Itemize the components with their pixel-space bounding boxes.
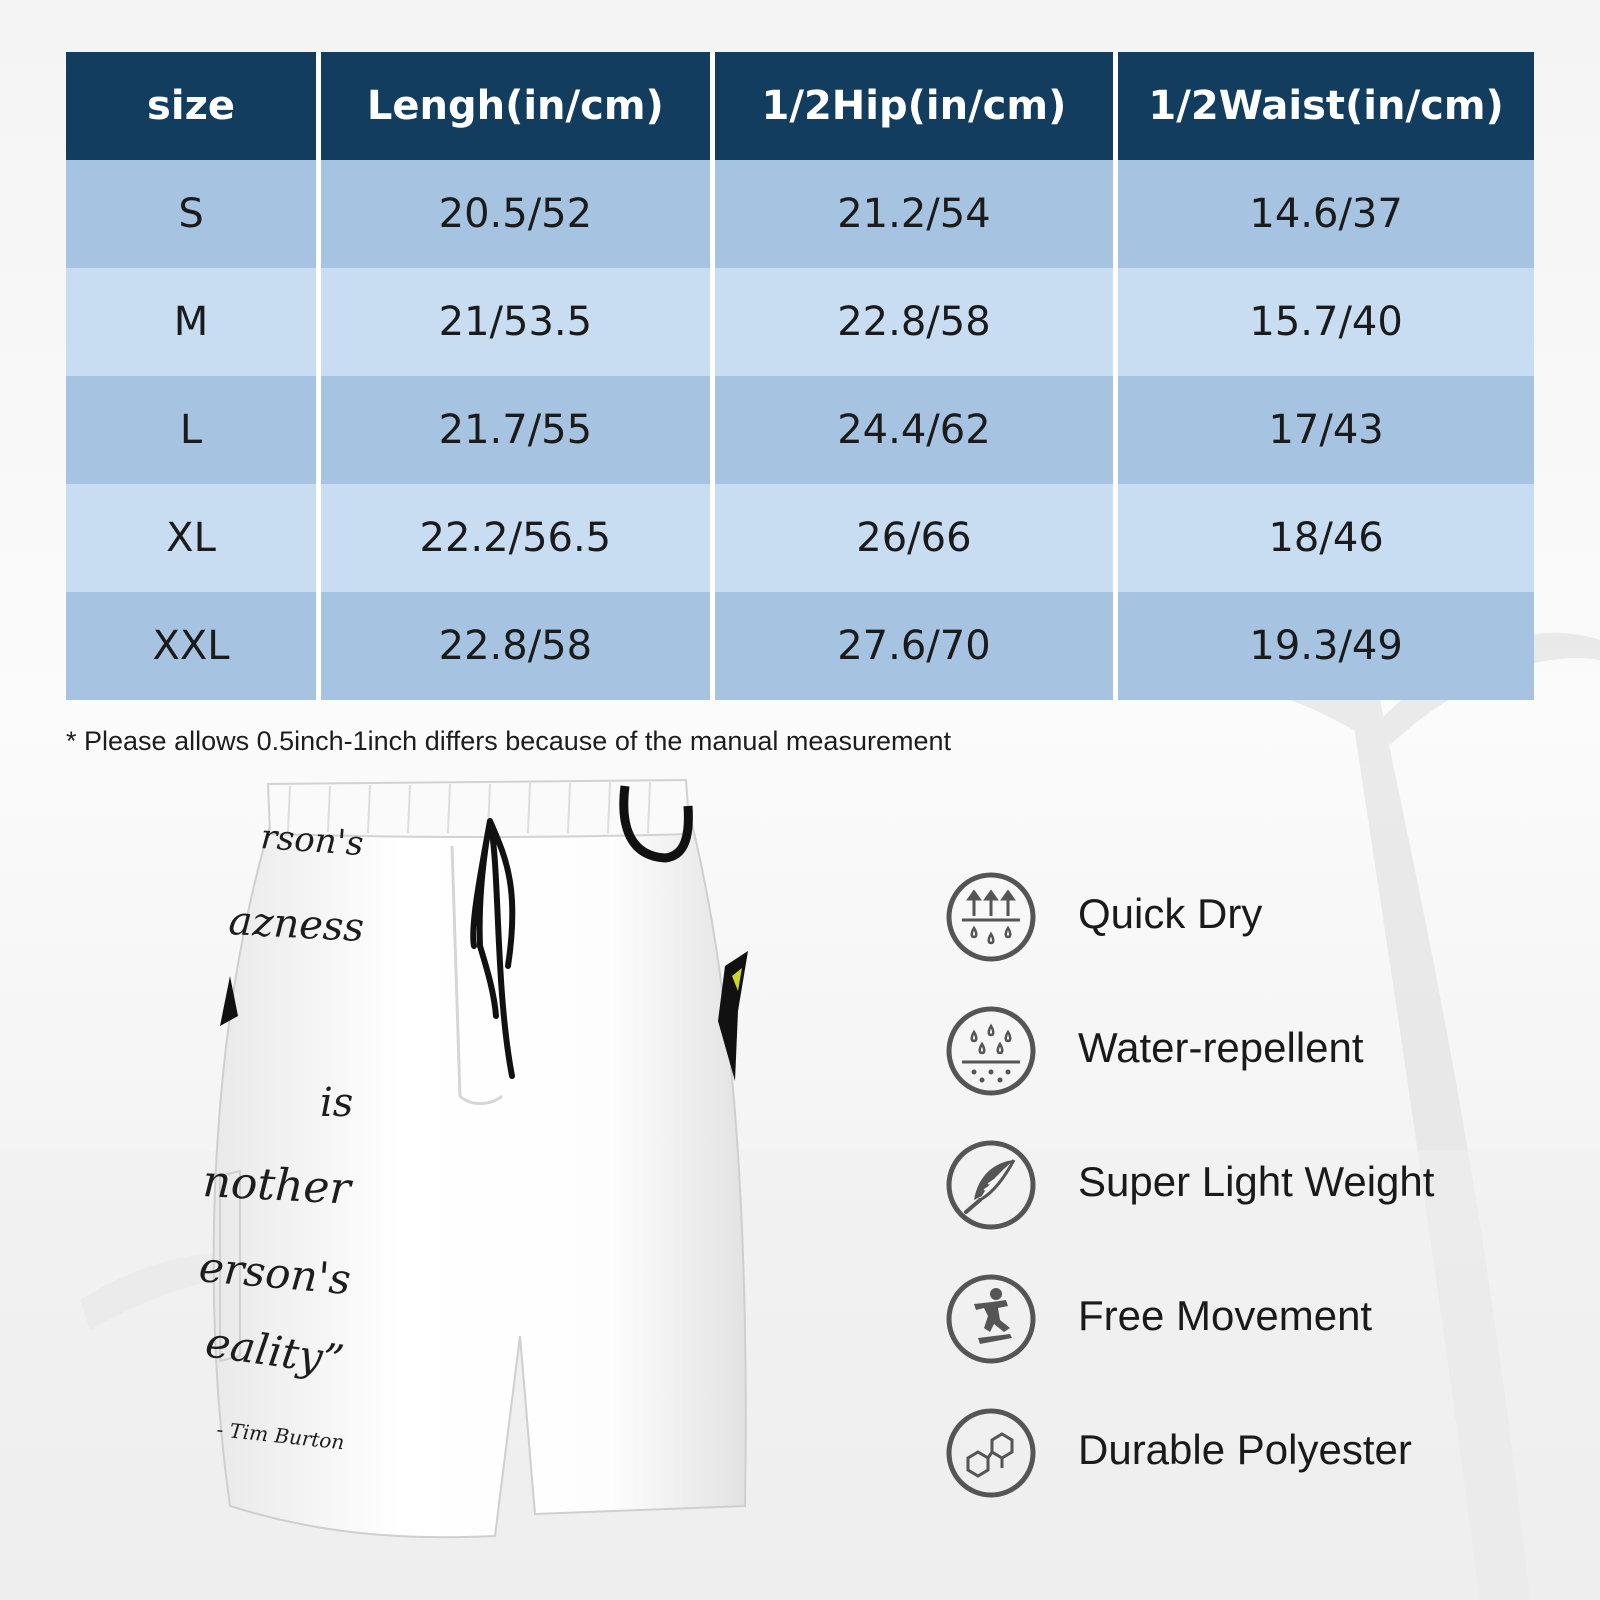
print-line-5: erson's [197, 1242, 353, 1305]
print-line-4: nother [201, 1156, 352, 1215]
size-chart-table [66, 52, 1534, 700]
cell-length: 21/53.5 [321, 268, 715, 376]
cell-half-waist: 19.3/49 [1118, 592, 1534, 700]
cell-half-waist: 15.7/40 [1118, 268, 1534, 376]
print-line-2: azness [227, 898, 366, 952]
cell-half-waist: 18/46 [1118, 484, 1534, 592]
shorts-product-image [190, 776, 790, 1576]
size-chart-header-row [66, 52, 1534, 160]
header-length: Lengh(in/cm) [321, 52, 715, 160]
cell-size: XL [66, 484, 321, 592]
feature-free-movement [944, 1272, 1564, 1406]
cell-half-hip: 22.8/58 [715, 268, 1119, 376]
cell-size: L [66, 376, 321, 484]
feature-label: Super Light Weight [1078, 1158, 1435, 1205]
feature-list [944, 870, 1564, 1540]
cell-length: 21.7/55 [321, 376, 715, 484]
print-line-3: is [320, 1080, 354, 1126]
print-line-1: rson's [259, 817, 365, 865]
table-row [66, 268, 1534, 376]
feature-label: Quick Dry [1078, 890, 1263, 937]
cell-half-waist: 17/43 [1118, 376, 1534, 484]
cell-size: S [66, 160, 321, 268]
header-half-hip: 1/2Hip(in/cm) [715, 52, 1119, 160]
cell-half-waist: 14.6/37 [1118, 160, 1534, 268]
cell-size: M [66, 268, 321, 376]
quick-dry-icon [944, 870, 1038, 964]
feature-label: Water-repellent [1078, 1024, 1364, 1071]
print-line-6: eality” [202, 1317, 347, 1386]
feature-super-light-weight [944, 1138, 1564, 1272]
table-row [66, 592, 1534, 700]
feature-water-repellent [944, 1004, 1564, 1138]
feature-label: Durable Polyester [1078, 1426, 1412, 1473]
cell-length: 22.8/58 [321, 592, 715, 700]
feature-durable-polyester [944, 1406, 1564, 1540]
feature-label: Free Movement [1078, 1292, 1373, 1339]
cell-half-hip: 21.2/54 [715, 160, 1119, 268]
table-row [66, 160, 1534, 268]
measurement-note: * Please allows 0.5inch-1inch differs because of the manual measurement [66, 726, 952, 756]
cell-half-hip: 26/66 [715, 484, 1119, 592]
header-half-waist: 1/2Waist(in/cm) [1118, 52, 1534, 160]
cell-half-hip: 27.6/70 [715, 592, 1119, 700]
water-repellent-icon [944, 1004, 1038, 1098]
print-attribution: - Tim Burton [215, 1417, 346, 1455]
cell-size: XXL [66, 592, 321, 700]
cell-length: 20.5/52 [321, 160, 715, 268]
table-row [66, 376, 1534, 484]
table-row [66, 484, 1534, 592]
feather-icon [944, 1138, 1038, 1232]
skater-icon [944, 1272, 1038, 1366]
polyester-icon [944, 1406, 1038, 1500]
feature-quick-dry [944, 870, 1564, 1004]
header-size: size [66, 52, 321, 160]
cell-half-hip: 24.4/62 [715, 376, 1119, 484]
cell-length: 22.2/56.5 [321, 484, 715, 592]
